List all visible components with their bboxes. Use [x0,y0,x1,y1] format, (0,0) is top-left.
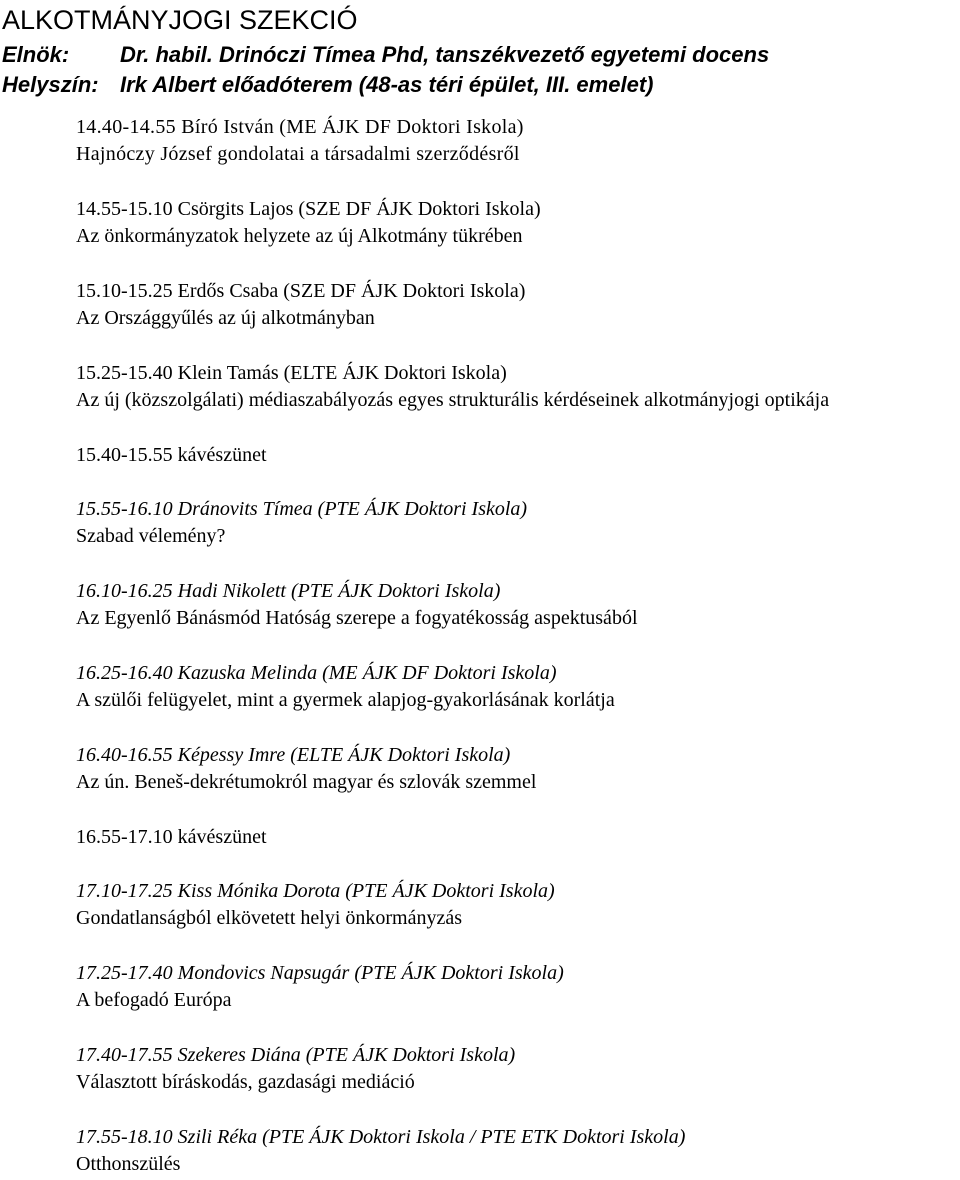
program-item-topic: Otthonszülés [76,1153,181,1175]
program-item-header: 16.10-16.25 Hadi Nikolett (PTE ÁJK Doktori Iskola) [76,580,501,602]
program-item [76,196,829,278]
program-item-topic: Választott bíráskodás, gazdasági mediáció [76,1071,415,1093]
program-item-header: 17.25-17.40 Mondovics Napsugár (PTE ÁJK Doktori Iskola) [76,962,564,984]
program-item [76,578,829,660]
program-item-header: 17.55-18.10 Szili Réka (PTE ÁJK Doktori Iskola / PTE ETK Doktori Iskola) [76,1126,686,1148]
venue-label: Helyszín: [2,72,99,97]
program-item [76,878,829,960]
program-item-header: 15.10-15.25 Erdős Csaba (SZE DF ÁJK Doktori Iskola) [76,280,526,302]
section-title: ALKOTMÁNYJOGI SZEKCIÓ [2,5,358,35]
program-item-header: 14.40-14.55 Bíró István (ME ÁJK DF Doktori Iskola) [76,116,524,138]
program-item [76,496,829,578]
program-item-topic: Az Országgyűlés az új alkotmányban [76,307,375,329]
program-item-header: 15.25-15.40 Klein Tamás (ELTE ÁJK Doktori Iskola) [76,362,507,384]
program-item [76,742,829,824]
program-item-topic: Szabad vélemény? [76,525,226,547]
chair-row [2,40,769,70]
program-item [76,960,829,1042]
program-item-topic: Hajnóczy József gondolatai a társadalmi szerződésről [76,143,520,165]
program-item-header: 16.25-16.40 Kazuska Melinda (ME ÁJK DF Doktori Iskola) [76,662,557,684]
program-item [76,360,829,442]
chair-label: Elnök: [2,42,70,67]
program-item-header: 16.40-16.55 Képessy Imre (ELTE ÁJK Doktori Iskola) [76,744,511,766]
program-break [76,442,829,496]
program-item-topic: A befogadó Európa [76,989,232,1011]
program-list [76,114,829,1180]
program-item-topic: Az Egyenlő Bánásmód Hatóság szerepe a fogyatékosság aspektusából [76,607,638,629]
program-break [76,824,829,878]
program-item-topic: Az önkormányzatok helyzete az új Alkotmány tükrében [76,225,523,247]
program-item [76,278,829,360]
program-item-topic: Az új (közszolgálati) médiaszabályozás egyes strukturális kérdéseinek alkotmányjogi optikája [76,389,830,411]
venue-value: Irk Albert előadóterem (48-as téri épület, III. emelet) [120,72,654,97]
program-item [76,1124,829,1180]
section-header [2,0,769,100]
program-item [76,1042,829,1124]
program-item-topic: A szülői felügyelet, mint a gyermek alapjog-gyakorlásának korlátja [76,689,615,711]
program-item-header: 17.40-17.55 Szekeres Diána (PTE ÁJK Doktori Iskola) [76,1044,516,1066]
chair-value: Dr. habil. Drinóczi Tímea Phd, tanszékvezető egyetemi docens [120,42,770,67]
program-item-topic: Az ún. Beneš-dekrétumokról magyar és szlovák szemmel [76,771,537,793]
program-item [76,114,829,196]
program-item-header: 15.55-16.10 Dránovits Tímea (PTE ÁJK Doktori Iskola) [76,498,528,520]
program-item-header: 17.10-17.25 Kiss Mónika Dorota (PTE ÁJK Doktori Iskola) [76,880,555,902]
program-item-header: 14.55-15.10 Csörgits Lajos (SZE DF ÁJK Doktori Iskola) [76,198,541,220]
venue-row [2,70,769,100]
program-item-header: 15.40-15.55 kávészünet [76,444,267,466]
program-item-header: 16.55-17.10 kávészünet [76,826,267,848]
program-item [76,660,829,742]
program-item-topic: Gondatlanságból elkövetett helyi önkormányzás [76,907,463,929]
